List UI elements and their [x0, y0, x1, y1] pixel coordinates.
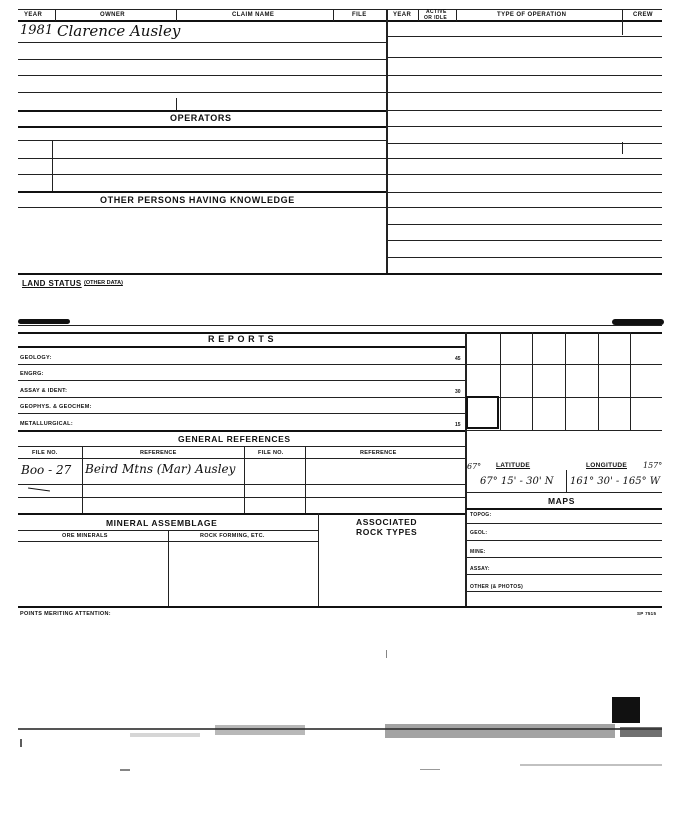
ref-col-file-no-2: FILE NO.: [258, 450, 284, 456]
reports-title: R E P O R T S: [208, 334, 275, 344]
lon-suffix: 157°: [643, 461, 663, 470]
grid-selected-cell: [466, 396, 499, 429]
header-file: FILE: [352, 12, 367, 18]
points-meriting-attention: POINTS MERITING ATTENTION:: [20, 611, 111, 617]
entry-year: 1981: [20, 23, 54, 38]
assoc-title-2: ROCK TYPES: [356, 527, 418, 537]
header-type-of-operation: TYPE OF OPERATION: [497, 12, 567, 18]
header-active-2: OR IDLE: [424, 15, 448, 21]
report-row-number: 45: [455, 356, 461, 362]
mineral-title: MINERAL ASSEMBLAGE: [106, 518, 218, 528]
maps-title: MAPS: [548, 496, 575, 506]
report-row-label: ASSAY & IDENT:: [20, 388, 68, 394]
maps-row-label: OTHER (& PHOTOS): [470, 584, 524, 590]
ref-col-reference: REFERENCE: [140, 450, 177, 456]
report-row-label: GEOPHYS. & GEOCHEM:: [20, 404, 92, 410]
ref-entry-reference: Beird Mtns (Mar) Ausley: [85, 462, 236, 476]
lon-value: 161° 30' - 165° W: [570, 476, 661, 487]
header-year: YEAR: [24, 12, 43, 18]
header-crew: CREW: [633, 12, 653, 18]
general-references-title: GENERAL REFERENCES: [178, 434, 291, 444]
form-number: SP 7515: [637, 611, 657, 616]
knowledge-title: OTHER PERSONS HAVING KNOWLEDGE: [100, 195, 295, 205]
header-claim-name: CLAIM NAME: [232, 12, 275, 18]
ref-col-reference-2: REFERENCE: [360, 450, 397, 456]
land-status-label: LAND STATUS: [22, 279, 82, 288]
ref-dash-mark: [28, 487, 50, 491]
report-row-number: 15: [455, 422, 461, 428]
ref-col-file-no: FILE NO.: [32, 450, 58, 456]
header-owner: OWNER: [100, 12, 125, 18]
ref-entry-file: Boo - 27: [21, 463, 72, 477]
maps-row-label: ASSAY:: [470, 566, 490, 572]
land-status-sublabel: (OTHER DATA): [84, 280, 123, 286]
latitude-label: LATITUDE: [496, 462, 531, 469]
maps-row-label: TOPOG:: [470, 512, 492, 518]
maps-row-label: GEOL:: [470, 530, 488, 536]
assoc-title-1: ASSOCIATED: [356, 517, 418, 527]
header-year-2: YEAR: [393, 12, 412, 18]
report-row-label: METALLURGICAL:: [20, 421, 73, 427]
report-row-label: ENGRG:: [20, 371, 44, 377]
header-active-1: ACTIVE: [426, 9, 447, 15]
entry-owner: Clarence Ausley: [57, 22, 181, 40]
longitude-label: LONGITUDE: [586, 462, 627, 469]
report-row-number: 30: [455, 389, 461, 395]
lat-value: 67° 15' - 30' N: [480, 476, 554, 487]
report-row-label: GEOLOGY:: [20, 355, 52, 361]
col-rock-forming: ROCK FORMING, ETC.: [200, 533, 265, 539]
maps-row-label: MINE:: [470, 549, 486, 555]
col-ore-minerals: ORE MINERALS: [62, 533, 108, 539]
operators-title: OPERATORS: [170, 113, 232, 123]
lat-prefix: 67°: [467, 462, 482, 471]
